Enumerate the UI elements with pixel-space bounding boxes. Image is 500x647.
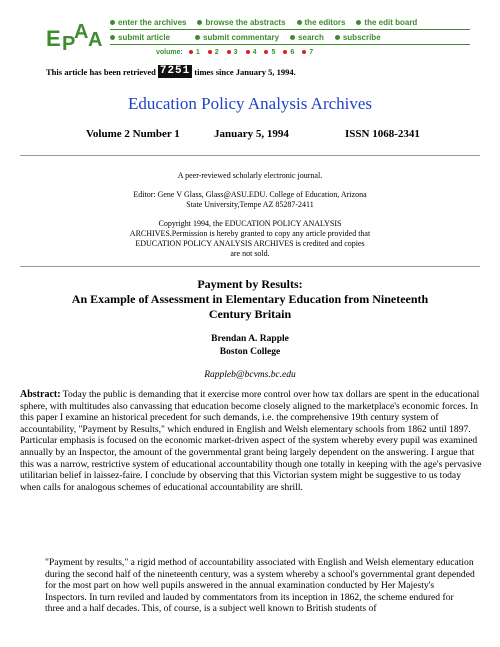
nav-edit-board[interactable] [356,18,417,27]
abstract-text: Today the public is demanding that it exercise more control over how tax dollars are spent in the educational sphere, with multitudes also canvassing that education become closely aligned to the marketplace's economic forces. In this paper I examine an historical precedent for such demands, i.e. the comprehensive 19th century system of accountability, "Payment by Results," which endured in English and Welsh elementary schools from 1862 until 1897. Particular emphasis is focused on the economic market-driven aspect of the system whereby every pupil was examined annually by an Inspector, the amount of the governmental grant being largely dependent on the answering. I argue that this was a narrow, restrictive system of educational accountability though one totally in keeping with the age's pervasive utilitarian belief in laissez-faire. I conclude by observing that this Victorian system might be suggestive to us today when calls for analogous schemes of educational accountability are shrill. [20,389,482,493]
epaa-logo[interactable] [44,16,112,58]
volume-number: 4 [252,48,257,56]
logo-letter-a2: A [88,29,103,51]
editor-line: State University,Tempe AZ 85287-2411 [186,200,314,209]
copyright-line: Copyright 1994, the EDUCATION POLICY ANALYSIS [158,219,342,228]
issue-info [0,128,500,142]
nav-subscribe[interactable] [335,33,381,42]
bullet-icon [246,50,250,54]
volume-link-2[interactable] [208,49,219,56]
counter-prefix: This article has been retrieved [46,66,156,77]
bullet-icon [264,50,268,54]
nav-divider [110,44,470,45]
bullet-icon [335,35,340,40]
nav-label: the edit board [364,17,418,27]
nav-label: submit article [118,32,171,42]
nav-submit-commentary[interactable] [195,33,279,42]
article-title-line: An Example of Assessment in Elementary Education from Nineteenth [71,292,429,306]
divider [20,155,480,156]
nav-editors[interactable] [297,18,346,27]
copyright-notice [0,219,500,259]
bullet-icon [290,35,295,40]
author-email[interactable]: Rappleb@bcvms.bc.edu [204,370,296,380]
issue-volume: Volume 2 Number 1 [86,128,180,140]
volume-link-1[interactable] [189,49,200,56]
volume-number: 5 [271,48,276,56]
nav-row-primary [110,16,470,28]
editor-line: Editor: Gene V Glass, Glass@ASU.EDU. College of Education, Arizona [133,190,367,199]
nav-label: subscribe [342,32,381,42]
article-title-line: Payment by Results: [197,277,303,291]
volume-link-4[interactable] [246,49,257,56]
nav-menu [110,16,470,58]
editor-info [0,190,500,210]
article-title-line: Century Britain [208,307,292,321]
abstract-label: Abstract: [20,389,61,400]
volume-link-3[interactable] [227,49,238,56]
divider [20,266,480,267]
bullet-icon [283,50,287,54]
volume-label: volume: [156,48,183,56]
retrieval-counter [46,65,296,78]
copyright-line: ARCHIVES.Permission is hereby granted to copy any article provided that [129,229,371,238]
logo-letter-a1: A [74,21,89,43]
bullet-icon [110,35,115,40]
nav-divider [110,29,470,30]
volume-number: 3 [233,48,238,56]
volume-number: 2 [214,48,219,56]
bullet-icon [110,20,115,25]
logo-letter-e: E [46,26,61,51]
journal-title: Education Policy Analysis Archives [127,94,373,113]
nav-label: submit commentary [203,32,280,42]
volume-number: 6 [290,48,295,56]
bullet-icon [195,35,200,40]
bullet-icon [189,50,193,54]
bullet-icon [197,20,202,25]
journal-tagline: A peer-reviewed scholarly electronic journal. [177,171,323,180]
nav-browse-abstracts[interactable] [197,18,285,27]
volume-number: 7 [309,48,314,56]
counter-suffix: times since January 5, 1994. [194,66,296,77]
volume-number: 1 [195,48,200,56]
logo-letter-p: P [62,33,76,55]
nav-label: browse the abstracts [205,17,286,27]
nav-enter-archives[interactable] [110,18,186,27]
nav-search[interactable] [290,33,324,42]
body-paragraph: "Payment by results," a rigid method of accountability associated with English and Welsh elementary education during the second half of the nineteenth century, was a system whereby a school's governmental grant depended for the most part on how well pupils answered in the annual examination conducted by Her Majesty's Inspectors. In turn reviled and lauded by commentators from its inception in 1862, the scheme endured for three and a half decades. This, of course, is a subject well known to British students of [45,557,475,615]
issue-issn: ISSN 1068-2341 [345,128,420,140]
copyright-line: EDUCATION POLICY ANALYSIS ARCHIVES is credited and copies [135,239,365,248]
nav-submit-article[interactable] [110,33,170,42]
nav-label: enter the archives [118,17,187,27]
issue-date: January 5, 1994 [214,128,289,140]
volume-link-6[interactable] [283,49,294,56]
abstract [20,389,482,493]
bullet-icon [208,50,212,54]
bullet-icon [302,50,306,54]
bullet-icon [297,20,302,25]
author-affiliation: Boston College [219,347,281,357]
bullet-icon [227,50,231,54]
bullet-icon [356,20,361,25]
nav-label: the editors [304,17,346,27]
nav-row-secondary [110,31,470,43]
copyright-line: are not sold. [230,249,270,258]
counter-value: 7251 [159,65,191,77]
volume-link-7[interactable] [302,49,313,56]
author-name: Brendan A. Rapple [211,334,289,344]
volume-nav [110,46,470,58]
nav-label: search [298,32,324,42]
volume-link-5[interactable] [264,49,275,56]
article-title [60,277,440,322]
site-header [44,16,464,58]
